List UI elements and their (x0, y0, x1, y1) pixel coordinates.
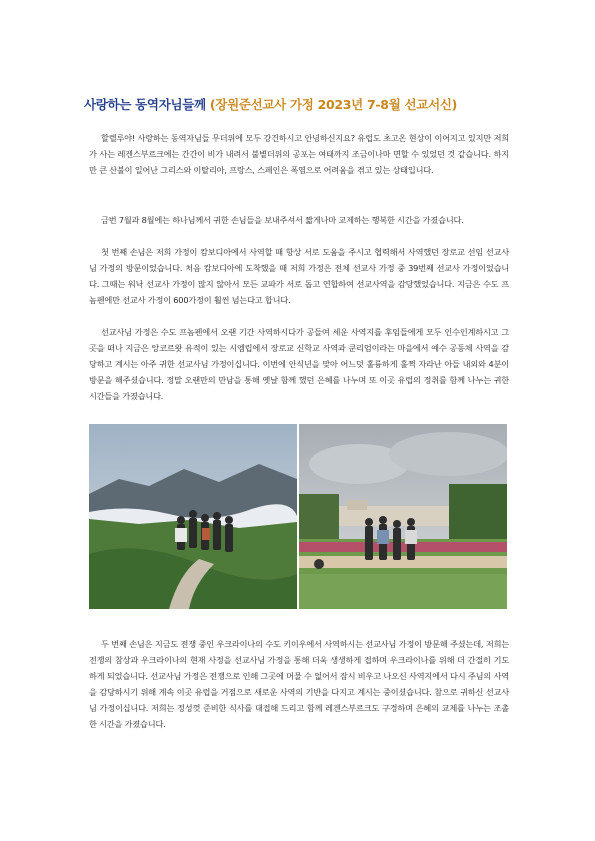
photo-row (89, 424, 507, 609)
paragraph-greeting: 할렐루야! 사랑하는 동역자님들 무더위에 모두 강건하시고 안녕하신지요? 유럽도 초고온 현상이 이어지고 있지만 저희가 사는 레겐스부르크에는 간간이 비가 내려서 불볕더위의 공포는 여태까지 조금이나마 면할 수 있었던 것 같습니다. 하지만 큰 산불이 일어난 그리스와 이탈리아, 프랑스, 스페인은 폭염으로 어려움을 겪고 있는 상태입니다. (89, 133, 509, 175)
garden-photo (299, 424, 507, 609)
paragraph-guests-intro: 금번 7월과 8월에는 하나님께서 귀한 손님들을 보내주셔서 짧게나마 교제하는 행복한 시간을 가졌습니다. (101, 215, 464, 225)
paragraph-first-guest-detail: 선교사님 가정은 수도 프놈펜에서 오랜 기간 사역하시다가 공들여 세운 사역지를 후임들에게 모두 인수인계하시고 그곳을 떠나 지금은 앙코르왓 유적이 있는 시엠립에서 장로교 신학교 사역과 쿤리엄이라는 마을에서 예수 공동체 사역을 감당하고 계시는 아주 귀한 선교사님 가정이십니다. 이번에 안식년을 맞아 어느덧 훌륭하게 훌쩍 자라난 아들 내외와 4분이 방문을 해주셨습니다. 정말 오랜만의 만남을 통해 옛날 함께 했던 은혜를 나누며 또 이곳 유럽의 정취를 함께 나누는 귀한 시간들을 가졌습니다. (89, 327, 509, 401)
letter-title-main: 사랑하는 동역자님들께 (84, 97, 206, 112)
paragraph-first-guest: 첫 번째 손님은 저희 가정이 캄보디아에서 사역할 때 항상 서로 도움을 주시고 협력해서 사역했던 장로교 선임 선교사님 가정의 방문이었습니다. 처음 캄보디아에 도착했을 때 저희 가정은 전체 선교사 가정 중 39번째 선교사 가정이었습니다. 그때는 워낙 선교사 가정이 많지 않아서 모든 교파가 서로 돕고 연합하여 선교사역을 감당했었습니다. 지금은 수도 프놈펜에만 선교사 가정이 600가정이 훨씬 넘는다고 합니다. (89, 247, 509, 305)
letter-title (84, 95, 524, 113)
mountain-photo (89, 424, 297, 609)
paragraph-second-guest: 두 번째 손님은 지금도 전쟁 중인 우크라이나의 수도 키이우에서 사역하시는 선교사님 가정이 방문해 주셨는데, 저희는 전쟁의 참상과 우크라이나의 현재 사정을 선교사님 가정을 통해 더욱 생생하게 접하며 우크라이나를 위해 더 간절히 기도하게 되었습니다. 선교사님 가정은 전쟁으로 인해 그곳에 머물 수 없어서 잠시 비우고 나오신 사역지에서 다시 주님의 사역을 감당하시기 위해 계속 이곳 유럽을 거점으로 새로운 사역의 기반을 다지고 계시는 중이셨습니다. 참으로 귀하신 선교사님 가정이십니다. 저희는 정성껏 준비한 식사를 대접해 드리고 함께 레겐스부르크도 구경하며 은혜의 교제를 나누는 조촐한 시간을 가졌습니다. (89, 639, 509, 729)
letter-title-sub: (장원준선교사 가정 2023년 7-8월 선교서신) (209, 97, 458, 112)
